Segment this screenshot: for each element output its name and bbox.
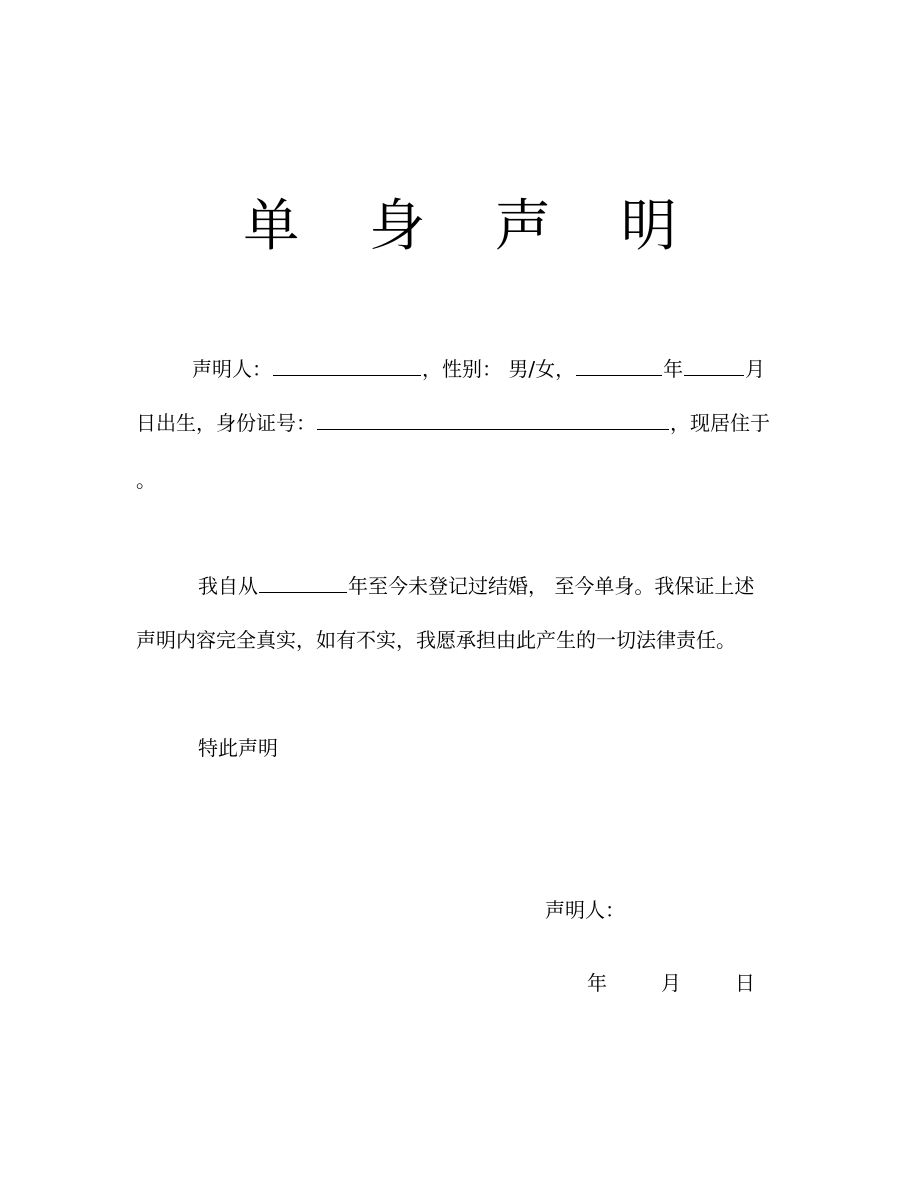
year-label: 年 — [663, 357, 684, 381]
paragraph1-line1 — [192, 355, 765, 383]
id-number-blank[interactable] — [317, 409, 669, 430]
since-year-blank[interactable] — [259, 572, 347, 593]
declarant-label: 声明人： — [192, 357, 272, 381]
birth-year-blank[interactable] — [576, 355, 662, 376]
month-label: 月 — [745, 357, 766, 381]
document-title: 单 身 声 明 — [243, 194, 703, 259]
date-day: 日 — [735, 971, 755, 995]
paragraph1-line3: 。 — [136, 468, 156, 492]
date-year: 年 — [587, 971, 607, 995]
date-month: 月 — [661, 971, 681, 995]
paragraph2-line1 — [198, 572, 754, 600]
gender-options: 男/女， — [502, 357, 576, 381]
birth-month-blank[interactable] — [684, 355, 744, 376]
closing-text: 特此声明 — [198, 736, 278, 760]
paragraph2-line2: 声明内容完全真实，如有不实，我愿承担由此产生的一切法律责任。 — [136, 628, 736, 652]
birth-id-label: 日出生，身份证号： — [136, 411, 316, 435]
signature-label: 声明人： — [545, 898, 625, 922]
declarant-name-blank[interactable] — [273, 355, 421, 376]
paragraph1-line2 — [136, 409, 770, 437]
since-label: 我自从 — [198, 574, 258, 598]
gender-label: ，性别： — [422, 357, 502, 381]
residence-label: ，现居住于 — [670, 411, 770, 435]
unmarried-statement: 年至今未登记过结婚， 至今单身。我保证上述 — [348, 574, 755, 598]
